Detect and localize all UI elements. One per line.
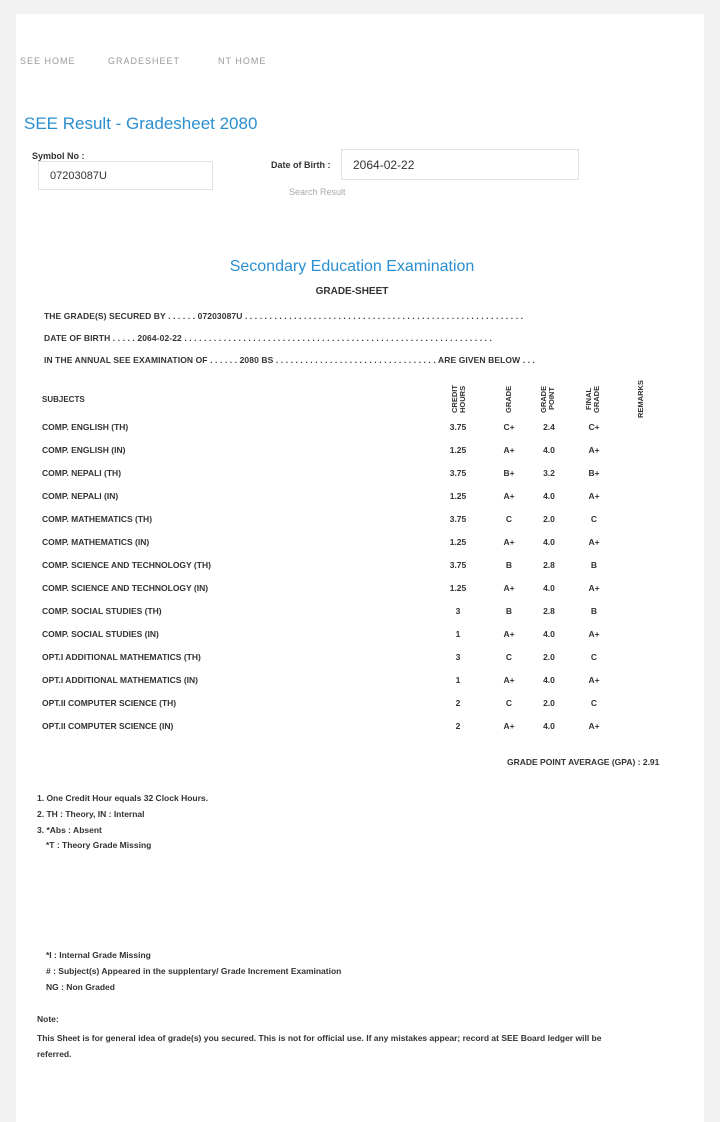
cell-final: B — [590, 606, 598, 616]
cell-point: 2.8 — [543, 606, 555, 616]
cell-point: 3.2 — [543, 468, 555, 478]
cell-credit: 1.25 — [449, 537, 467, 547]
table-row — [0, 629, 704, 643]
cell-credit: 3.75 — [449, 514, 467, 524]
cell-grade: C+ — [503, 422, 515, 432]
cell-point: 4.0 — [543, 445, 555, 455]
cell-final: A+ — [588, 583, 600, 593]
cell-final: A+ — [588, 721, 600, 731]
cell-final: A+ — [588, 491, 600, 501]
cell-point: 4.0 — [543, 675, 555, 685]
cell-subject: COMP. SCIENCE AND TECHNOLOGY (TH) — [42, 560, 211, 570]
cell-final: B+ — [588, 468, 600, 478]
cell-grade: A+ — [503, 583, 515, 593]
cell-final: B — [590, 560, 598, 570]
dob-line: DATE OF BIRTH . . . . . 2064-02-22 . . . . . . . . . . . . . . . . . . . . . . . . . . . . . . . . . . . . . . . . . . . . . . . . . . . . . . . . . . . . . . . — [44, 333, 493, 343]
cell-subject: COMP. SOCIAL STUDIES (IN) — [42, 629, 159, 639]
cell-credit: 1 — [455, 675, 461, 685]
cell-subject: OPT.II COMPUTER SCIENCE (IN) — [42, 721, 174, 731]
cell-grade: B — [505, 606, 513, 616]
cell-point: 4.0 — [543, 721, 555, 731]
table-row — [0, 698, 704, 712]
cell-final: C+ — [588, 422, 600, 432]
cell-point: 2.0 — [543, 698, 555, 708]
legend-item: NG : Non Graded — [46, 982, 115, 992]
cell-point: 4.0 — [543, 583, 555, 593]
gpa-value: GRADE POINT AVERAGE (GPA) : 2.91 — [507, 757, 660, 767]
table-row — [0, 583, 704, 597]
nav-gradesheet[interactable]: GRADESHEET — [108, 56, 181, 66]
cell-subject: COMP. NEPALI (IN) — [42, 491, 119, 501]
sheet-subheading: GRADE-SHEET — [315, 286, 389, 297]
cell-grade: A+ — [503, 537, 515, 547]
table-row — [0, 445, 704, 459]
cell-point: 4.0 — [543, 491, 555, 501]
cell-credit: 3.75 — [449, 560, 467, 570]
secured-by-line: THE GRADE(S) SECURED BY . . . . . . 07203087U . . . . . . . . . . . . . . . . . . . . . . . . . . . . . . . . . . . . . . . . . . . . . . . . . . . . . . . . . — [44, 311, 524, 321]
dob-input[interactable] — [341, 149, 579, 180]
cell-final: A+ — [588, 445, 600, 455]
note-text: This Sheet is for general idea of grade(s) you secured. This is not for official use. If any mistakes appear; record at SEE Board ledger will be referred. — [37, 1033, 602, 1059]
cell-credit: 3.75 — [449, 468, 467, 478]
col-remarks: REMARKS — [636, 380, 645, 418]
note-item: 2. TH : Theory, IN : Internal — [37, 809, 145, 819]
cell-final: A+ — [588, 675, 600, 685]
sheet-heading: Secondary Education Examination — [229, 258, 475, 275]
note-label: Note: — [37, 1014, 59, 1024]
cell-grade: C — [505, 514, 513, 524]
table-row — [0, 606, 704, 620]
page-title: SEE Result - Gradesheet 2080 — [24, 114, 258, 133]
cell-final: A+ — [588, 537, 600, 547]
table-row — [0, 721, 704, 735]
cell-final: C — [590, 514, 598, 524]
nav-see-home[interactable]: SEE HOME — [20, 56, 76, 66]
dob-value: 2064-02-22 — [353, 157, 415, 172]
symbol-value: 07203087U — [50, 169, 107, 182]
cell-credit: 1.25 — [449, 491, 467, 501]
table-row — [0, 675, 704, 689]
cell-grade: B+ — [503, 468, 515, 478]
col-grade-point: GRADE POINT — [539, 385, 556, 413]
cell-grade: C — [505, 652, 513, 662]
cell-subject: COMP. SCIENCE AND TECHNOLOGY (IN) — [42, 583, 209, 593]
cell-credit: 1.25 — [449, 583, 467, 593]
cell-subject: OPT.I ADDITIONAL MATHEMATICS (IN) — [42, 675, 198, 685]
cell-point: 2.4 — [543, 422, 555, 432]
cell-point: 2.8 — [543, 560, 555, 570]
cell-subject: COMP. MATHEMATICS (TH) — [42, 514, 153, 524]
note-item: *T : Theory Grade Missing — [46, 840, 152, 850]
legend-item: # : Subject(s) Appeared in the supplentary/ Grade Increment Examination — [46, 966, 342, 976]
cell-credit: 2 — [455, 698, 461, 708]
note-item: 1. One Credit Hour equals 32 Clock Hours. — [37, 793, 208, 803]
cell-grade: A+ — [503, 675, 515, 685]
col-grade: GRADE — [504, 385, 513, 413]
col-final-grade: FINAL GRADE — [584, 385, 601, 413]
table-row — [0, 468, 704, 482]
cell-final: C — [590, 652, 598, 662]
cell-final: A+ — [588, 629, 600, 639]
cell-subject: COMP. NEPALI (TH) — [42, 468, 122, 478]
cell-point: 2.0 — [543, 514, 555, 524]
cell-grade: B — [505, 560, 513, 570]
cell-subject: COMP. SOCIAL STUDIES (TH) — [42, 606, 162, 616]
cell-grade: C — [505, 698, 513, 708]
col-subjects: SUBJECTS — [42, 395, 85, 404]
cell-subject: OPT.II COMPUTER SCIENCE (TH) — [42, 698, 177, 708]
cell-credit: 3 — [455, 652, 461, 662]
table-row — [0, 652, 704, 666]
nav-nt-home[interactable]: NT HOME — [218, 56, 267, 66]
col-credit-hours: CREDIT HOURS — [450, 385, 467, 413]
note-item: 3. *Abs : Absent — [37, 825, 102, 835]
symbol-label: Symbol No : — [32, 151, 85, 161]
search-result-button[interactable]: Search Result — [289, 187, 346, 197]
cell-credit: 1 — [455, 629, 461, 639]
table-row — [0, 560, 704, 574]
cell-credit: 3.75 — [449, 422, 467, 432]
table-row — [0, 422, 704, 436]
cell-credit: 2 — [455, 721, 461, 731]
table-row — [0, 537, 704, 551]
cell-grade: A+ — [503, 721, 515, 731]
cell-final: C — [590, 698, 598, 708]
cell-point: 4.0 — [543, 537, 555, 547]
cell-subject: COMP. MATHEMATICS (IN) — [42, 537, 150, 547]
table-row — [0, 514, 704, 528]
cell-point: 2.0 — [543, 652, 555, 662]
legend-item: *I : Internal Grade Missing — [46, 950, 151, 960]
table-row — [0, 491, 704, 505]
cell-subject: COMP. ENGLISH (TH) — [42, 422, 129, 432]
cell-point: 4.0 — [543, 629, 555, 639]
cell-credit: 1.25 — [449, 445, 467, 455]
cell-credit: 3 — [455, 606, 461, 616]
exam-line: IN THE ANNUAL SEE EXAMINATION OF . . . . . . 2080 BS . . . . . . . . . . . . . . . . . . . . . . . . . . . . . . . . . ARE GIVEN BELOW . . . — [44, 355, 536, 365]
cell-subject: OPT.I ADDITIONAL MATHEMATICS (TH) — [42, 652, 201, 662]
symbol-input[interactable] — [38, 161, 213, 190]
dob-label: Date of Birth : — [271, 160, 331, 170]
cell-subject: COMP. ENGLISH (IN) — [42, 445, 126, 455]
cell-grade: A+ — [503, 445, 515, 455]
cell-grade: A+ — [503, 491, 515, 501]
cell-grade: A+ — [503, 629, 515, 639]
